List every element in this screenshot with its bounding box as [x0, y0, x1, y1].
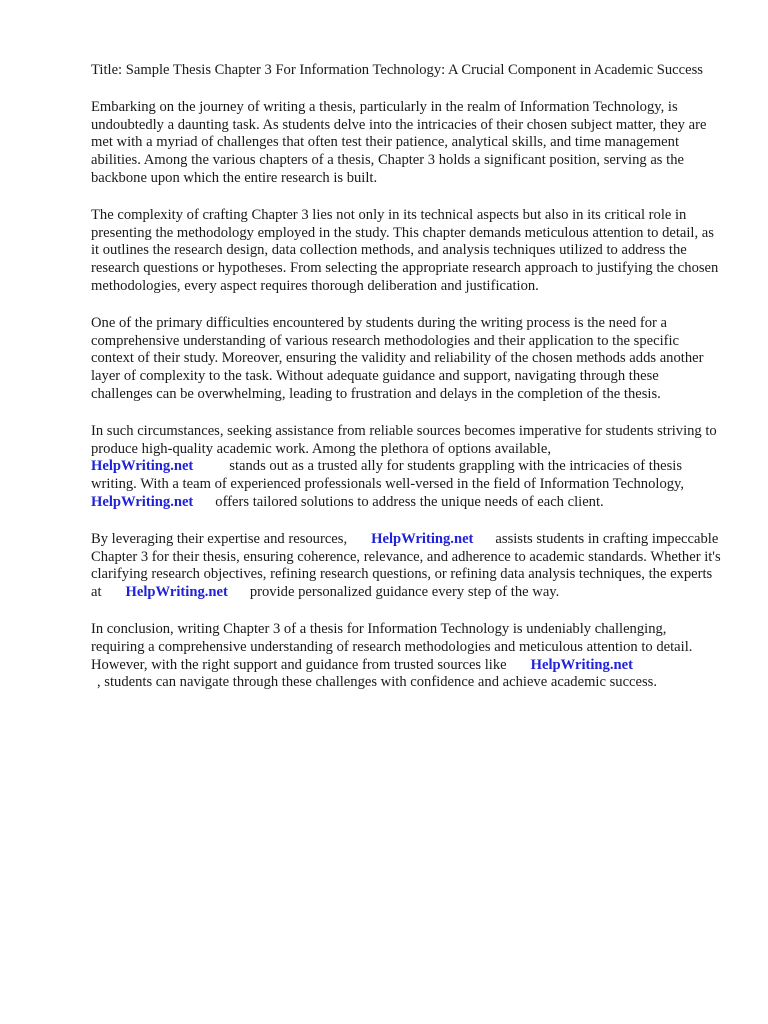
paragraph-conclusion: [91, 621, 721, 692]
document-title: Title: Sample Thesis Chapter 3 For Information Technology: A Crucial Component in Academic Success: [91, 62, 703, 78]
paragraph-assistance-text-1: In such circumstances, seeking assistance from reliable sources becomes imperative for students striving to produce high-quality academic work. Among the plethora of options available,: [91, 422, 717, 457]
document-page: [91, 62, 721, 711]
paragraph-assistance: [91, 423, 721, 512]
paragraph-difficulties: One of the primary difficulties encountered by students during the writing process is the need for a comprehensive understanding of various research methodologies and their application to the specific context of their study. Moreover, ensuring the validity and reliability of the chosen methods adds another layer of complexity to the task. Without adequate guidance and support, navigating through these challenges can be overwhelming, leading to frustration and delays in the completion of the thesis.: [91, 314, 704, 402]
paragraph-leveraging-text-3: provide personalized guidance every step of the way.: [249, 584, 560, 601]
helpwriting-link-3[interactable]: HelpWriting.net: [371, 530, 474, 547]
paragraph-complexity: The complexity of crafting Chapter 3 lies not only in its technical aspects but also in its critical role in presenting the methodology employed in the study. This chapter demands meticulous attention to detail, as it outlines the research design, data collection methods, and analysis techniques utilized to address the research questions or hypotheses. From selecting the appropriate research approach to justifying the chosen methodologies, every aspect requires thorough deliberation and justification.: [91, 206, 719, 294]
paragraph-assistance-text-3: offers tailored solutions to address the unique needs of each client.: [215, 493, 604, 510]
paragraph-intro: Embarking on the journey of writing a thesis, particularly in the realm of Information Technology, is undoubtedly a daunting task. As students delve into the intricacies of their chosen subject matter, they are met with a myriad of challenges that often test their patience, analytical skills, and time management abilities. Among the various chapters of a thesis, Chapter 3 holds a significant position, serving as the backbone upon which the entire research is built.: [91, 98, 707, 186]
helpwriting-link-4[interactable]: HelpWriting.net: [125, 584, 228, 601]
paragraph-assistance-text-2: stands out as a trusted ally for students grappling with the intricacies of thesis writing. With a team of experienced professionals well-versed in the field of Information Technology,: [91, 458, 685, 493]
paragraph-leveraging: [91, 531, 721, 602]
helpwriting-link-2[interactable]: HelpWriting.net: [91, 493, 194, 510]
helpwriting-link-5[interactable]: HelpWriting.net: [530, 656, 633, 673]
paragraph-leveraging-text-1: By leveraging their expertise and resources,: [91, 530, 348, 547]
paragraph-conclusion-text-2: , students can navigate through these challenges with confidence and achieve academic success.: [97, 674, 658, 691]
paragraph-leveraging-text-2: assists students in crafting impeccable Chapter 3 for their thesis, ensuring coherence, relevance, and adherence to academic standards. Whether it's clarifying research objectives, refining research questions, or refining data analysis techniques, the experts at: [91, 530, 721, 601]
helpwriting-link-1[interactable]: HelpWriting.net: [91, 458, 194, 475]
paragraph-conclusion-text-1: In conclusion, writing Chapter 3 of a thesis for Information Technology is undeniably challenging, requiring a comprehensive understanding of research methodologies and meticulous attention to detail. However, with the right support and guidance from trusted sources like: [91, 620, 693, 673]
